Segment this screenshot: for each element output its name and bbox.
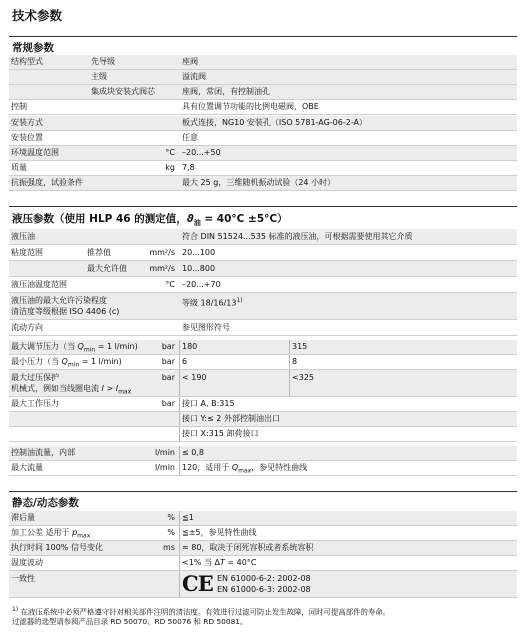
pilot-value: 座阀: [182, 57, 198, 66]
position-value: 任意: [182, 133, 198, 142]
overpressure-label-2: [11, 383, 131, 398]
table-row: [9, 556, 517, 571]
max-set-label-a: 最大调节压力（当: [11, 342, 78, 351]
column-divider: [179, 541, 180, 555]
vibration-value: 最大 25 g，三维随机振动试验（24 小时）: [182, 178, 336, 187]
q-symbol: Q: [61, 357, 68, 366]
viscosity-max-unit: mm²/s: [149, 264, 175, 273]
max-set-pressure-v2: 315: [292, 342, 308, 351]
mass-value: 7,8: [182, 163, 195, 172]
control-value: 具有位置调节功能的比例电磁阀，OBE: [182, 102, 319, 111]
table-row: [9, 277, 517, 293]
table-row: [9, 397, 517, 412]
main-stage-value: 溢流阀: [182, 72, 206, 81]
section-divider: [9, 36, 517, 37]
fluid-value: 符合 DIN 51524...535 标准的液压油，可根据需要使用其它介质: [182, 232, 413, 241]
table-row: [9, 526, 517, 541]
pilot-flow-unit: l/min: [154, 448, 175, 457]
max-flow-value-a: 120，适用于: [182, 463, 232, 472]
overpressure-v1: < 190: [182, 373, 207, 382]
max-flow-value: [182, 462, 307, 477]
table-row: [9, 70, 517, 85]
flow-direction-label: 流动方向: [11, 323, 43, 332]
working-pressure-y: 接口 Y:≤ 2 外部控制油出口: [182, 414, 280, 423]
conformity-standard-1: EN 61000-6-2: 2002-08: [217, 574, 311, 583]
temp-drift-value-a: <1% 当 Δ: [182, 558, 220, 567]
fluid-temp-value: –20...+70: [182, 280, 221, 289]
min-pressure-v2: 8: [292, 357, 298, 366]
min-pressure-label: [11, 356, 122, 371]
table-row: [9, 370, 517, 397]
tolerance-value: ≦±5，参见特性曲线: [182, 528, 257, 537]
hysteresis-unit: %: [167, 513, 175, 522]
column-divider: [289, 340, 290, 354]
vibration-label: 抗振强度，试验条件: [11, 178, 83, 187]
table-row: [9, 412, 517, 427]
t-symbol: T: [219, 558, 225, 567]
q-subscript: min: [67, 361, 80, 369]
pilot-label: 先导级: [91, 57, 115, 66]
control-label: 控制: [11, 102, 27, 111]
static-section-title: 静态/动态参数: [12, 497, 79, 509]
tolerance-label: [11, 527, 90, 542]
column-divider: [179, 397, 180, 411]
p-symbol: p: [72, 528, 78, 537]
ambient-value: –20...+50: [182, 148, 221, 157]
table-row: [9, 355, 517, 370]
ambient-unit: °C: [165, 148, 175, 157]
tolerance-label-a: 加工公差 适用于: [11, 528, 73, 537]
column-divider: [179, 412, 180, 426]
main-stage-label: 主级: [91, 72, 107, 81]
p-subscript: max: [77, 532, 91, 540]
viscosity-max-value: 10...800: [182, 264, 216, 273]
table-row: [9, 146, 517, 161]
table-row: [9, 245, 517, 261]
conformity-standard-2: EN 61000-6-3: 2002-08: [217, 585, 311, 594]
temp-drift-label: 温度波动: [11, 558, 43, 567]
hysteresis-label: 滞后量: [11, 513, 35, 522]
min-pressure-unit: bar: [161, 357, 175, 366]
column-divider: [179, 370, 180, 396]
column-divider: [179, 461, 180, 475]
overpressure-label-2a: 机械式，例如当线圈电流: [11, 384, 102, 393]
hydraulic-title-b: = 40°C ±5°C）: [200, 213, 288, 225]
current-subscript: max: [118, 388, 132, 396]
page-title: 技术参数: [12, 8, 63, 23]
theta-subscript: 油: [193, 219, 201, 228]
temp-drift-value-b: = 40°C: [224, 558, 257, 567]
contamination-label-2: 清洁度等级根据 ISO 4406 (c): [11, 307, 120, 316]
table-row: [9, 571, 517, 598]
table-row: [9, 293, 517, 320]
min-pressure-v1: 6: [182, 357, 188, 366]
overpressure-unit: bar: [161, 373, 175, 382]
column-divider: [179, 355, 180, 369]
q-symbol: Q: [231, 463, 239, 472]
viscosity-rec-value: 20...100: [182, 248, 216, 257]
working-pressure-a: 接口 A, B:315: [182, 399, 235, 408]
fluid-temp-unit: °C: [165, 280, 175, 289]
column-divider: [289, 370, 290, 396]
table-row: [9, 100, 517, 115]
table-row: [9, 320, 517, 336]
mass-unit: kg: [165, 163, 175, 172]
hydraulic-title-a: 液压参数（使用 HLP 46 的测定值，: [12, 213, 187, 225]
viscosity-rec-label: 推荐值: [87, 248, 111, 257]
column-divider: [179, 556, 180, 570]
temp-drift-value: [182, 557, 256, 568]
viscosity-rec-unit: mm²/s: [149, 248, 175, 257]
contamination-class: 等级 18/16/13: [182, 298, 237, 308]
q-subscript: min: [83, 346, 96, 354]
pilot-flow-label: 控制油流量，内部: [11, 448, 75, 457]
contamination-label-1: 液压油的最大允许污染程度: [11, 296, 107, 305]
footnote-text-1: 在液压系统中必须严格遵守针对相关部件注明的清洁度。有效进行过滤可防止发生故障，同时可提高部件的寿命。: [20, 607, 391, 617]
contamination-value: [182, 295, 243, 309]
column-divider: [289, 355, 290, 369]
viscosity-max-label: 最大允许值: [87, 264, 127, 273]
column-divider: [179, 571, 180, 597]
table-row: [9, 541, 517, 556]
greater-than: >: [103, 384, 116, 393]
table-row: [9, 116, 517, 131]
integrated-label: 集成块安装式阀芯: [91, 87, 155, 96]
table-row: [9, 229, 517, 245]
viscosity-label: 粘度范围: [11, 248, 43, 257]
working-pressure-x: 接口 X:315 卸荷接口: [182, 429, 259, 438]
hydraulic-section-title: [12, 211, 288, 228]
hysteresis-value: ≦1: [182, 513, 194, 522]
position-label: 安装位置: [11, 133, 43, 142]
max-flow-value-b: ，参见特性曲线: [251, 463, 308, 472]
fluid-temp-label: 液压油温度范围: [11, 280, 67, 289]
ce-mark-icon: CE: [182, 571, 213, 596]
flow-direction-value: 参见图形符号: [182, 323, 230, 332]
table-row: [9, 55, 517, 70]
mounting-label: 安装方式: [11, 118, 43, 127]
table-row: [9, 461, 517, 476]
ambient-label: 环境温度范围: [11, 148, 59, 157]
overpressure-v2: <325: [292, 373, 314, 382]
mass-label: 质量: [11, 163, 27, 172]
table-row: [9, 176, 517, 191]
max-set-pressure-unit: bar: [161, 342, 175, 351]
pilot-flow-value: ≤ 0,8: [182, 448, 204, 457]
table-row: [9, 511, 517, 526]
footnote-ref: 1): [236, 297, 243, 304]
column-divider: [179, 511, 180, 525]
column-divider: [179, 340, 180, 354]
section-divider: [9, 206, 517, 207]
current-symbol: I: [101, 384, 104, 393]
q-symbol: Q: [77, 342, 84, 351]
fluid-label: 液压油: [11, 232, 35, 241]
section-divider: [9, 491, 517, 492]
design-label: 结构型式: [11, 57, 43, 66]
response-time-value: ≈ 80，取决于闭死容积或者系统容积: [182, 543, 314, 552]
working-pressure-label: 最大工作压力: [11, 399, 59, 408]
theta-symbol: ϑ: [186, 213, 194, 225]
response-time-unit: ms: [163, 543, 175, 552]
max-flow-unit: l/min: [154, 463, 175, 472]
current-symbol: I: [115, 384, 119, 393]
tolerance-unit: %: [167, 528, 175, 537]
integrated-value: 座阀，常闭，有控制油孔: [182, 87, 270, 96]
table-row: [9, 85, 517, 100]
q-subscript: max: [238, 467, 252, 475]
mounting-value: 板式连接，NG10 安装孔（ISO 5781-AG-06-2-A）: [182, 118, 368, 127]
overpressure-label-1: 最大过压保护: [11, 373, 59, 382]
working-pressure-unit: bar: [161, 399, 175, 408]
max-set-pressure-label: [11, 341, 138, 356]
table-row: [9, 131, 517, 146]
max-set-pressure-v1: 180: [182, 342, 198, 351]
table-row: [9, 427, 517, 442]
general-section-title: 常规参数: [12, 42, 54, 54]
conformity-label: 一致性: [11, 574, 35, 583]
table-row: [9, 446, 517, 461]
table-row: [9, 261, 517, 277]
column-divider: [179, 526, 180, 540]
min-label-b: = 1 l/min): [79, 357, 122, 366]
min-label-a: 最小压力（当: [11, 357, 62, 366]
table-row: [9, 340, 517, 355]
table-row: [9, 161, 517, 176]
max-flow-label: 最大流量: [11, 463, 43, 472]
column-divider: [179, 446, 180, 460]
response-time-label: 执行时间 100% 信号变化: [11, 543, 103, 552]
max-set-label-b: = 1 l/min): [95, 342, 138, 351]
footnote-line-2: 过滤器的选型请参阅产品目录 RD 50070、RD 50076 和 RD 50081。: [12, 617, 248, 626]
footnote-marker: 1): [12, 606, 19, 613]
column-divider: [179, 427, 180, 441]
